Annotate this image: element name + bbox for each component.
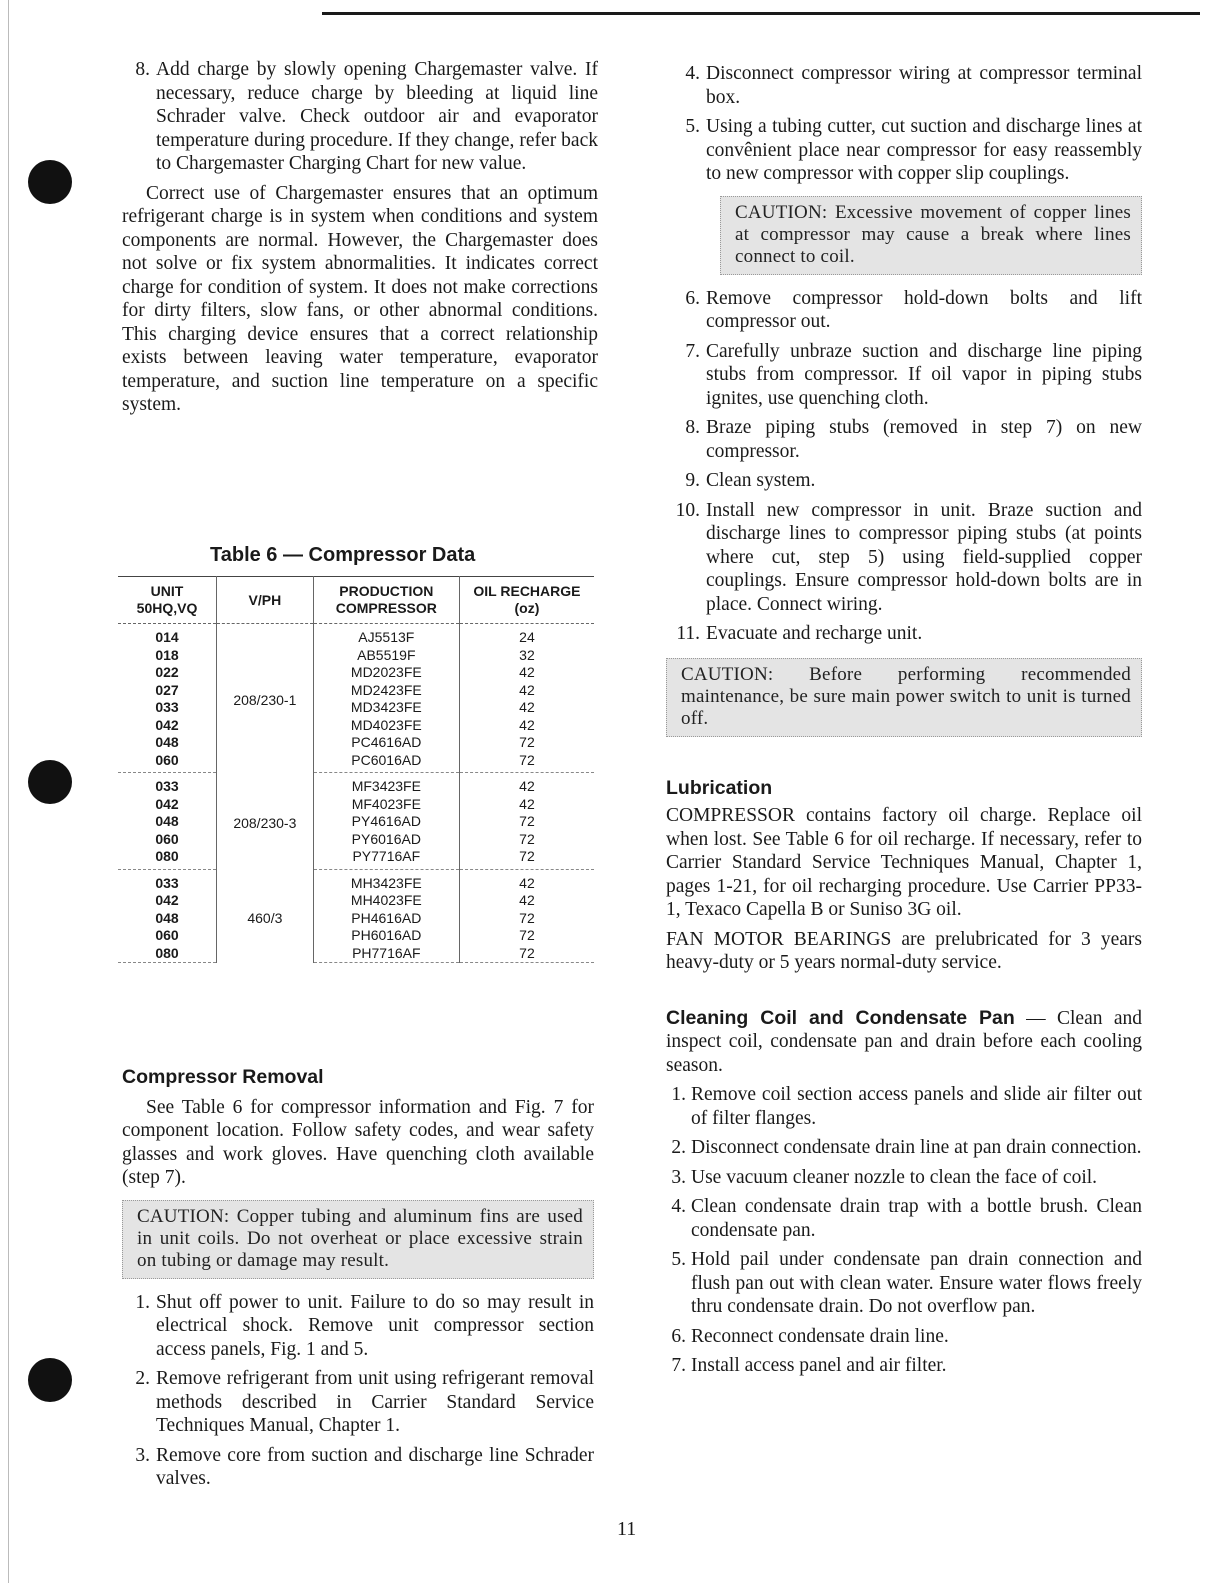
- list-item: [666, 1248, 1142, 1319]
- list-item: [122, 1444, 594, 1491]
- unit-cell: 014: [118, 624, 217, 647]
- step-number: 7.: [671, 1355, 686, 1376]
- step-text: Install new compressor in unit. Braze suction and discharge lines to compressor piping stubs (at points where cut, step 5) using field-supplied copper couplings. Ensure compressor hold-down bolts are in place. Connect wiring.: [706, 499, 1142, 615]
- oil-cell: 24: [519, 629, 535, 646]
- oil-cell: 72: [459, 945, 594, 963]
- step-text: Remove refrigerant from unit using refrigerant removal methods described in Carrier Standard Service Techniques Manual, Chapter 1.: [156, 1368, 594, 1436]
- removal-steps-more: [666, 287, 1142, 646]
- list-item: [666, 416, 1142, 463]
- oil-cell: 42: [519, 664, 535, 681]
- list-item: [666, 622, 1142, 646]
- column-header-unit: UNIT 50HQ,VQ: [118, 577, 217, 624]
- step-number: 2.: [135, 1368, 150, 1389]
- caution-box: CAUTION: Copper tubing and aluminum fins are used in unit coils. Do not overheat or place excessive strain on tubing or damage may result.: [122, 1200, 594, 1279]
- section-heading: Lubrication: [666, 776, 773, 799]
- vph-cell: 208/230-3: [217, 773, 314, 870]
- table-row: [118, 910, 594, 928]
- oil-cell: 72: [459, 752, 594, 773]
- table-row: [118, 699, 594, 717]
- column-header-vph: V/PH: [217, 577, 314, 624]
- list-item: [666, 287, 1142, 334]
- step-number: 4.: [671, 1196, 686, 1217]
- top-rule: [322, 12, 1200, 15]
- table-row: [118, 664, 594, 682]
- compressor-cell: PC4616AD: [313, 734, 459, 752]
- chargemaster-paragraph: Correct use of Chargemaster ensures that an optimum refrigerant charge is in system when conditions and system components are normal. However, the Chargemaster does not solve or fix system abnormalities. It indicates correct charge for condition of system. It does not make corrections for dirty filters, slow fans, or other abnormal conditions. This charging device ensures that a correct relationship exists between leaving water temperature, evaporator temperature, and suction line temperature on a specific system.: [122, 182, 598, 415]
- step-number: 4.: [685, 63, 700, 84]
- lubrication-fan: FAN MOTOR BEARINGS are prelubricated for 3 years heavy-duty or 5 years normal-duty service.: [666, 928, 1142, 973]
- compressor-cell: PY7716AF: [313, 848, 459, 869]
- step-number: 7.: [685, 340, 700, 362]
- oil-cell: 72: [519, 734, 535, 751]
- step-number: 1.: [135, 1291, 150, 1313]
- unit-cell: 048: [118, 734, 217, 752]
- step-number: 2.: [671, 1137, 686, 1158]
- step-text: Add charge by slowly opening Chargemaster valve. If necessary, reduce charge by bleeding at liquid line Schrader valve. Check outdoor air and evaporator temperature during procedure. If they change, refer back to Chargemaster Charging Chart for new value.: [156, 59, 598, 174]
- list-item: [666, 1166, 1142, 1190]
- table-row: [118, 647, 594, 665]
- binder-hole: [28, 160, 72, 204]
- step-text: Remove core from suction and discharge line Schrader valves.: [156, 1444, 594, 1489]
- lubrication-compressor: COMPRESSOR contains factory oil charge. Replace oil when lost. See Table 6 for oil recharge. If necessary, refer to Carrier Standard Service Techniques Manual, Chapter 1, pages 1-21, for oil recharging procedure. Use Carrier PP33-1, Texaco Capella B or Suniso 3G oil.: [666, 805, 1142, 920]
- oil-cell: 72: [519, 927, 535, 944]
- step-number: 6.: [671, 1325, 686, 1347]
- step-text: Clean system.: [706, 470, 816, 491]
- unit-cell: 033: [118, 869, 217, 892]
- oil-cell: 72: [519, 830, 535, 847]
- binder-hole: [28, 760, 72, 804]
- page-number: 11: [617, 1518, 637, 1540]
- compressor-cell: AJ5513F: [313, 624, 459, 647]
- cleaning-intro-paragraph: [666, 1007, 1142, 1078]
- step-number: 8.: [135, 59, 150, 80]
- oil-cell: 42: [519, 681, 535, 698]
- step-text: Remove compressor hold-down bolts and lift compressor out.: [706, 287, 1142, 332]
- compressor-cell: MD3423FE: [313, 699, 459, 717]
- step-text: Using a tubing cutter, cut suction and discharge lines at convênient place near compressor for easy reassembly to new compressor with copper slip couplings.: [706, 116, 1142, 184]
- table-row: [118, 892, 594, 910]
- compressor-cell: MH4023FE: [313, 892, 459, 910]
- oil-cell: 42: [519, 795, 535, 812]
- removal-steps-continued: [666, 62, 1142, 186]
- table-row: [118, 752, 594, 773]
- compressor-cell: MH3423FE: [313, 869, 459, 892]
- unit-cell: 018: [118, 647, 217, 665]
- step-text: Braze piping stubs (removed in step 7) on new compressor.: [706, 417, 1142, 462]
- compressor-cell: PY4616AD: [313, 813, 459, 831]
- step-text: Carefully unbraze suction and discharge line piping stubs from compressor. If oil vapor in piping stubs ignites, use quenching cloth.: [706, 340, 1142, 409]
- unit-cell: 060: [118, 831, 217, 849]
- unit-cell: 042: [118, 796, 217, 814]
- step-text: Disconnect condensate drain line at pan drain connection.: [691, 1137, 1142, 1158]
- step-number: 5.: [685, 116, 700, 137]
- compressor-cell: PH4616AD: [313, 910, 459, 928]
- caution-box: CAUTION: Before performing recommended maintenance, be sure main power switch to unit is turned off.: [666, 658, 1142, 737]
- vph-cell: 460/3: [217, 869, 314, 963]
- step-text: Remove coil section access panels and slide air filter out of filter flanges.: [691, 1084, 1142, 1129]
- unit-cell: 022: [118, 664, 217, 682]
- unit-cell: 060: [118, 752, 217, 773]
- page-edge-line: [8, 0, 9, 1583]
- step-text: Use vacuum cleaner nozzle to clean the face of coil.: [691, 1166, 1098, 1188]
- oil-cell: 42: [519, 874, 535, 891]
- table-row: [118, 624, 594, 647]
- table-row: [118, 848, 594, 869]
- list-item: [666, 1325, 1142, 1349]
- unit-cell: 080: [118, 945, 217, 963]
- list-item: [666, 62, 1142, 109]
- unit-cell: 033: [118, 699, 217, 717]
- oil-cell: 32: [519, 646, 535, 663]
- table-row: [118, 773, 594, 796]
- table-body: [118, 624, 594, 963]
- list-item: [666, 115, 1142, 186]
- step-number: 9.: [685, 470, 700, 491]
- list-item: [666, 1083, 1142, 1130]
- oil-cell: 42: [519, 699, 535, 716]
- caution-box: CAUTION: Excessive movement of copper lines at compressor may cause a break where lines connect to coil.: [720, 196, 1142, 275]
- table-row: [118, 831, 594, 849]
- list-item: [122, 1291, 594, 1362]
- section-heading: Cleaning Coil and Condensate Pan: [666, 1006, 1015, 1029]
- list-item: [666, 1354, 1142, 1378]
- table-row: [118, 682, 594, 700]
- step-text: Hold pail under condensate pan drain connection and flush pan out with clean water. Ensure water flows freely thru condensate drain. Do not overflow pan.: [691, 1249, 1142, 1317]
- step-text: Shut off power to unit. Failure to do so may result in electrical shock. Remove unit compressor section access panels, Fig. 1 and 5.: [156, 1291, 594, 1360]
- removal-steps: [122, 1291, 594, 1491]
- oil-cell: 42: [519, 716, 535, 733]
- step-number: 3.: [135, 1444, 150, 1466]
- step-number: 10.: [675, 499, 700, 521]
- step-text: Clean condensate drain trap with a bottle brush. Clean condensate pan.: [691, 1196, 1142, 1241]
- list-item: [666, 469, 1142, 493]
- compressor-removal-section: [122, 1066, 594, 1497]
- step-text: Evacuate and recharge unit.: [706, 623, 923, 644]
- table-title: Table 6 — Compressor Data: [210, 544, 476, 566]
- list-item: [666, 1195, 1142, 1242]
- unit-cell: 033: [118, 773, 217, 796]
- charging-steps: [122, 58, 598, 176]
- list-item: [666, 340, 1142, 411]
- left-column-upper: [122, 58, 598, 423]
- unit-cell: 060: [118, 927, 217, 945]
- oil-cell: 42: [519, 892, 535, 909]
- table-row: [118, 927, 594, 945]
- table-row: [118, 869, 594, 892]
- compressor-cell: MF4023FE: [313, 796, 459, 814]
- vph-cell: 208/230-1: [217, 624, 314, 773]
- compressor-cell: MD2023FE: [313, 664, 459, 682]
- list-item: [666, 499, 1142, 617]
- step-number: 6.: [685, 287, 700, 309]
- list-item: [122, 58, 598, 176]
- cleaning-intro: — Clean and inspect coil, condensate pan and drain before each cooling season.: [666, 1007, 1143, 1076]
- compressor-removal-intro: See Table 6 for compressor information and Fig. 7 for component location. Follow safety codes, and wear safety glasses and work gloves. Have quenching cloth available (step 7).: [122, 1096, 594, 1188]
- step-number: 8.: [685, 417, 700, 438]
- compressor-cell: MD4023FE: [313, 717, 459, 735]
- compressor-cell: PY6016AD: [313, 831, 459, 849]
- column-header-oil: [459, 577, 594, 624]
- section-heading: Compressor Removal: [122, 1066, 324, 1088]
- compressor-cell: PH6016AD: [313, 927, 459, 945]
- step-text: Install access panel and air filter.: [691, 1355, 947, 1376]
- unit-cell: 042: [118, 892, 217, 910]
- compressor-data-table: [118, 576, 594, 963]
- step-text: Reconnect condensate drain line.: [691, 1325, 949, 1347]
- step-number: 1.: [671, 1084, 686, 1105]
- step-text: Disconnect compressor wiring at compressor terminal box.: [706, 63, 1142, 108]
- table-row: [118, 796, 594, 814]
- table-row: [118, 945, 594, 963]
- unit-cell: 080: [118, 848, 217, 869]
- table-row: [118, 717, 594, 735]
- step-number: 3.: [671, 1166, 686, 1188]
- column-header-production: PRODUCTION COMPRESSOR: [313, 577, 459, 624]
- oil-header-unit: (oz): [514, 600, 540, 616]
- unit-cell: 027: [118, 682, 217, 700]
- oil-header-label: OIL RECHARGE: [473, 583, 581, 599]
- compressor-cell: PH7716AF: [313, 945, 459, 963]
- right-column: [666, 62, 1142, 1384]
- compressor-cell: MD2423FE: [313, 682, 459, 700]
- unit-cell: 048: [118, 813, 217, 831]
- compressor-cell: MF3423FE: [313, 773, 459, 796]
- list-item: [122, 1367, 594, 1438]
- oil-cell: 72: [519, 909, 535, 926]
- step-number: 11.: [676, 623, 700, 644]
- binder-hole: [28, 1358, 72, 1402]
- oil-cell: 42: [519, 778, 535, 795]
- compressor-cell: AB5519F: [313, 647, 459, 665]
- cleaning-steps: [666, 1083, 1142, 1378]
- table-row: [118, 813, 594, 831]
- unit-cell: 042: [118, 717, 217, 735]
- unit-cell: 048: [118, 910, 217, 928]
- oil-cell: 72: [519, 813, 535, 830]
- step-number: 5.: [671, 1249, 686, 1270]
- oil-cell: 72: [459, 848, 594, 869]
- compressor-cell: PC6016AD: [313, 752, 459, 773]
- table-row: [118, 734, 594, 752]
- list-item: [666, 1136, 1142, 1160]
